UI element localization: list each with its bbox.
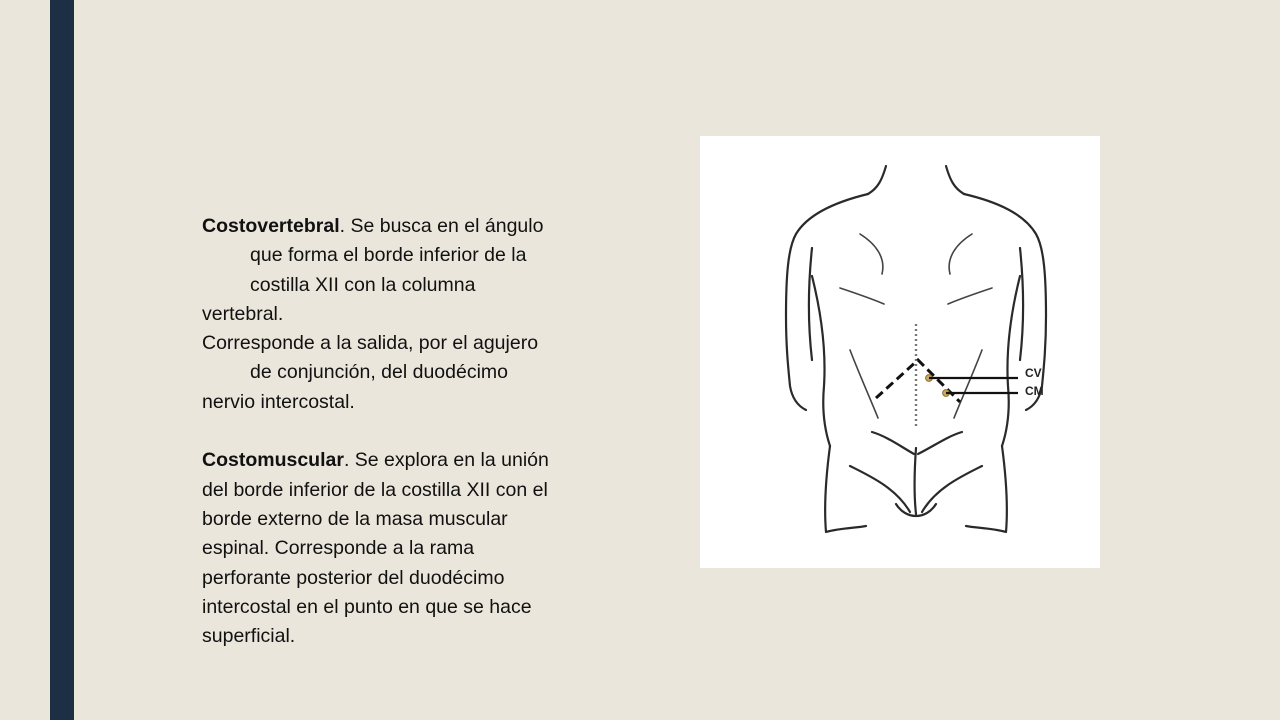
right-arm-inner-outline (1020, 248, 1023, 360)
paragraph-gap (202, 417, 642, 446)
left-ribline (840, 288, 884, 304)
costomuscular-line-4: espinal. Corresponde a la rama (202, 537, 475, 560)
costovertebral-line-5: Corresponde a la salida, por el agujero (202, 332, 539, 355)
costovertebral-line-1 (202, 212, 642, 241)
left-hip-outline (825, 446, 866, 532)
right-flank-outline (1002, 276, 1020, 446)
neck-right-outline (946, 166, 964, 194)
costovertebral-term: Costovertebral (202, 215, 340, 237)
costovertebral-line-3: costilla XII con la columna (250, 273, 476, 296)
costomuscular-term: Costomuscular (202, 449, 344, 472)
costomuscular-line-7: superficial. (202, 625, 296, 648)
costovertebral-line-7: nervio intercostal. (202, 390, 355, 413)
right-ribline (948, 288, 992, 304)
gluteal-cleft (915, 448, 917, 514)
costomuscular-line-6: intercostal en el punto en que se hace (202, 595, 532, 618)
back-anatomy-figure (700, 136, 1100, 568)
neck-left-outline (868, 166, 886, 194)
left-flank-outline (812, 276, 830, 446)
accent-side-bar (50, 0, 74, 720)
right-back-contour (954, 350, 982, 418)
costovertebral-line-6: de conjunción, del duodécimo (250, 361, 509, 384)
costomuscular-text-1: . Se explora en la unión (343, 449, 549, 472)
lower-back-crease-right (918, 432, 962, 454)
right-hip-outline (966, 446, 1007, 532)
costovertebral-line-4: vertebral. (202, 302, 284, 325)
left-buttock-outline (850, 466, 910, 512)
costomuscular-line-1 (202, 446, 642, 475)
cv-label: CV (1025, 366, 1042, 380)
costovertebral-line-2: que forma el borde inferior de la (250, 244, 527, 267)
costovertebral-text-1: . Se busca en el ángulo (339, 215, 544, 237)
cm-label: CM (1025, 384, 1044, 398)
left-body-outline (786, 194, 868, 410)
left-arm-inner-outline (809, 248, 812, 360)
text-body (202, 212, 642, 651)
left-back-contour (850, 350, 878, 418)
costomuscular-line-5: perforante posterior del duodécimo (202, 566, 505, 589)
right-buttock-outline (922, 466, 982, 512)
lower-back-crease-left (872, 432, 914, 454)
back-anatomy-drawing (700, 136, 1100, 568)
right-scapula-outline (949, 234, 972, 274)
costomuscular-line-3: borde externo de la masa muscular (202, 507, 508, 530)
costomuscular-line-2: del borde inferior de la costilla XII con el (202, 478, 548, 501)
left-scapula-outline (860, 234, 883, 274)
